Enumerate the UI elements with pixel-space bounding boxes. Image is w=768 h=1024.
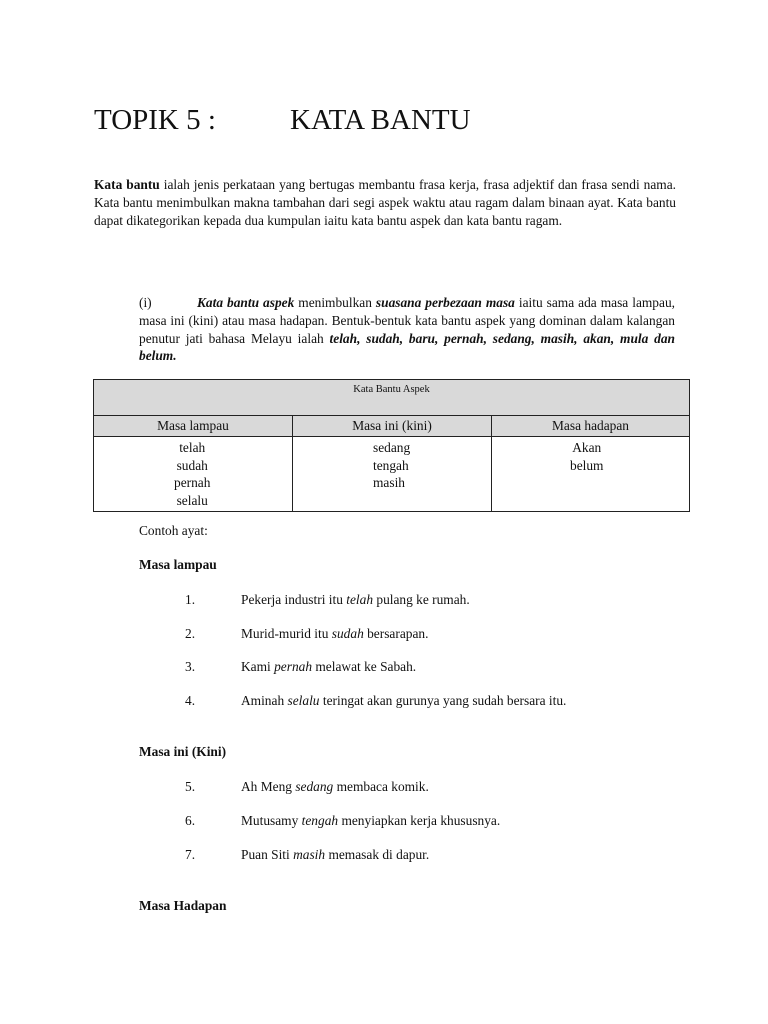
- intro-term: Kata bantu: [94, 177, 160, 192]
- example-text: Ah Meng: [241, 779, 296, 794]
- example-keyword: pernah: [274, 659, 313, 674]
- column-cell-hadapan: [492, 437, 690, 512]
- example-keyword: tengah: [301, 813, 339, 828]
- example-number: 5.: [185, 779, 196, 794]
- example-sentence: [185, 778, 429, 795]
- section-heading-kini: Masa ini (Kini): [139, 744, 227, 759]
- example-text: Mutusamy: [241, 813, 302, 828]
- table-item: masih: [373, 475, 405, 490]
- example-sentence: [185, 625, 428, 642]
- section-heading-hadapan: Masa Hadapan: [139, 898, 227, 913]
- table-item: telah: [179, 440, 206, 455]
- point-term: Kata bantu aspek: [197, 295, 295, 310]
- table-item: tengah: [373, 457, 409, 473]
- example-text: bersarapan.: [363, 626, 429, 641]
- point-number: (i): [139, 295, 152, 310]
- point-list: telah, sudah, baru, pernah, sedang, masih, akan, mula dan belum.: [139, 330, 675, 364]
- point-text-2: iaitu sama ada masa lampau, masa ini (kini) atau masa hadapan. Bentuk-bentuk kata bantu aspek yang dominan dalam kalangan penutur jati bahasa Melayu ialah: [139, 295, 675, 346]
- example-text: memasak di dapur.: [325, 847, 430, 862]
- table-item: pernah: [174, 475, 211, 490]
- page-title: [94, 103, 471, 137]
- table-item: belum: [570, 457, 604, 473]
- table-body-row: [94, 437, 690, 512]
- example-text: Puan Siti: [241, 847, 294, 862]
- column-cell-kini: [293, 437, 492, 512]
- table-item: selalu: [176, 492, 208, 508]
- example-number: 7.: [185, 847, 196, 862]
- column-cell-lampau: [94, 437, 293, 512]
- example-text: Kami: [241, 659, 275, 674]
- example-sentence: [185, 692, 566, 709]
- example-text: membaca komik.: [333, 779, 429, 794]
- example-sentence: [185, 591, 470, 608]
- example-sentence: [185, 846, 429, 863]
- example-text: teringat akan gurunya yang sudah bersara itu.: [319, 693, 567, 708]
- example-text: Murid-murid itu: [241, 626, 332, 641]
- example-number: 6.: [185, 813, 196, 828]
- intro-text: ialah jenis perkataan yang bertugas membantu frasa kerja, frasa adjektif dan frasa sendi nama. Kata bantu menimbulkan makna tambahan dari segi aspek waktu atau ragam dalam binaan ayat. Kata bantu dapat dikategorikan kepada dua kumpulan iaitu kata bantu aspek dan kata bantu ragam.: [94, 177, 677, 228]
- example-keyword: sudah: [331, 626, 364, 641]
- table-item: sudah: [176, 457, 208, 473]
- example-number: 2.: [185, 626, 196, 641]
- example-keyword: masih: [293, 847, 326, 862]
- table-item: Akan: [572, 440, 602, 455]
- example-number: 1.: [185, 592, 196, 607]
- example-number: 4.: [185, 693, 196, 708]
- kata-bantu-aspek-table: [93, 379, 690, 512]
- example-text: melawat ke Sabah.: [312, 659, 417, 674]
- example-keyword: telah: [346, 592, 374, 607]
- point-text-1: menimbulkan: [294, 295, 376, 310]
- table-caption-row: [94, 380, 690, 416]
- column-header-lampau: Masa lampau: [94, 416, 293, 437]
- intro-paragraph: [94, 176, 676, 229]
- column-header-kini: Masa ini (kini): [293, 416, 492, 437]
- title-name: KATA BANTU: [290, 104, 471, 136]
- example-text: Pekerja industri itu: [241, 592, 347, 607]
- table-item: sedang: [373, 440, 411, 455]
- title-topic: TOPIK 5 :: [94, 104, 216, 136]
- example-keyword: selalu: [287, 693, 320, 708]
- point-paragraph: [139, 294, 675, 365]
- example-number: 3.: [185, 659, 196, 674]
- example-sentence: [185, 812, 500, 829]
- contoh-ayat-label: Contoh ayat:: [139, 523, 208, 538]
- table-header-row: [94, 416, 690, 437]
- example-text: menyiapkan kerja khususnya.: [338, 813, 501, 828]
- example-sentence: [185, 658, 416, 675]
- example-text: Aminah: [241, 693, 288, 708]
- point-emphasis: suasana perbezaan masa: [375, 295, 515, 310]
- column-header-hadapan: Masa hadapan: [492, 416, 690, 437]
- table-caption: Kata Bantu Aspek: [94, 380, 690, 416]
- example-keyword: sedang: [295, 779, 334, 794]
- section-heading-lampau: Masa lampau: [139, 557, 217, 572]
- example-text: pulang ke rumah.: [373, 592, 470, 607]
